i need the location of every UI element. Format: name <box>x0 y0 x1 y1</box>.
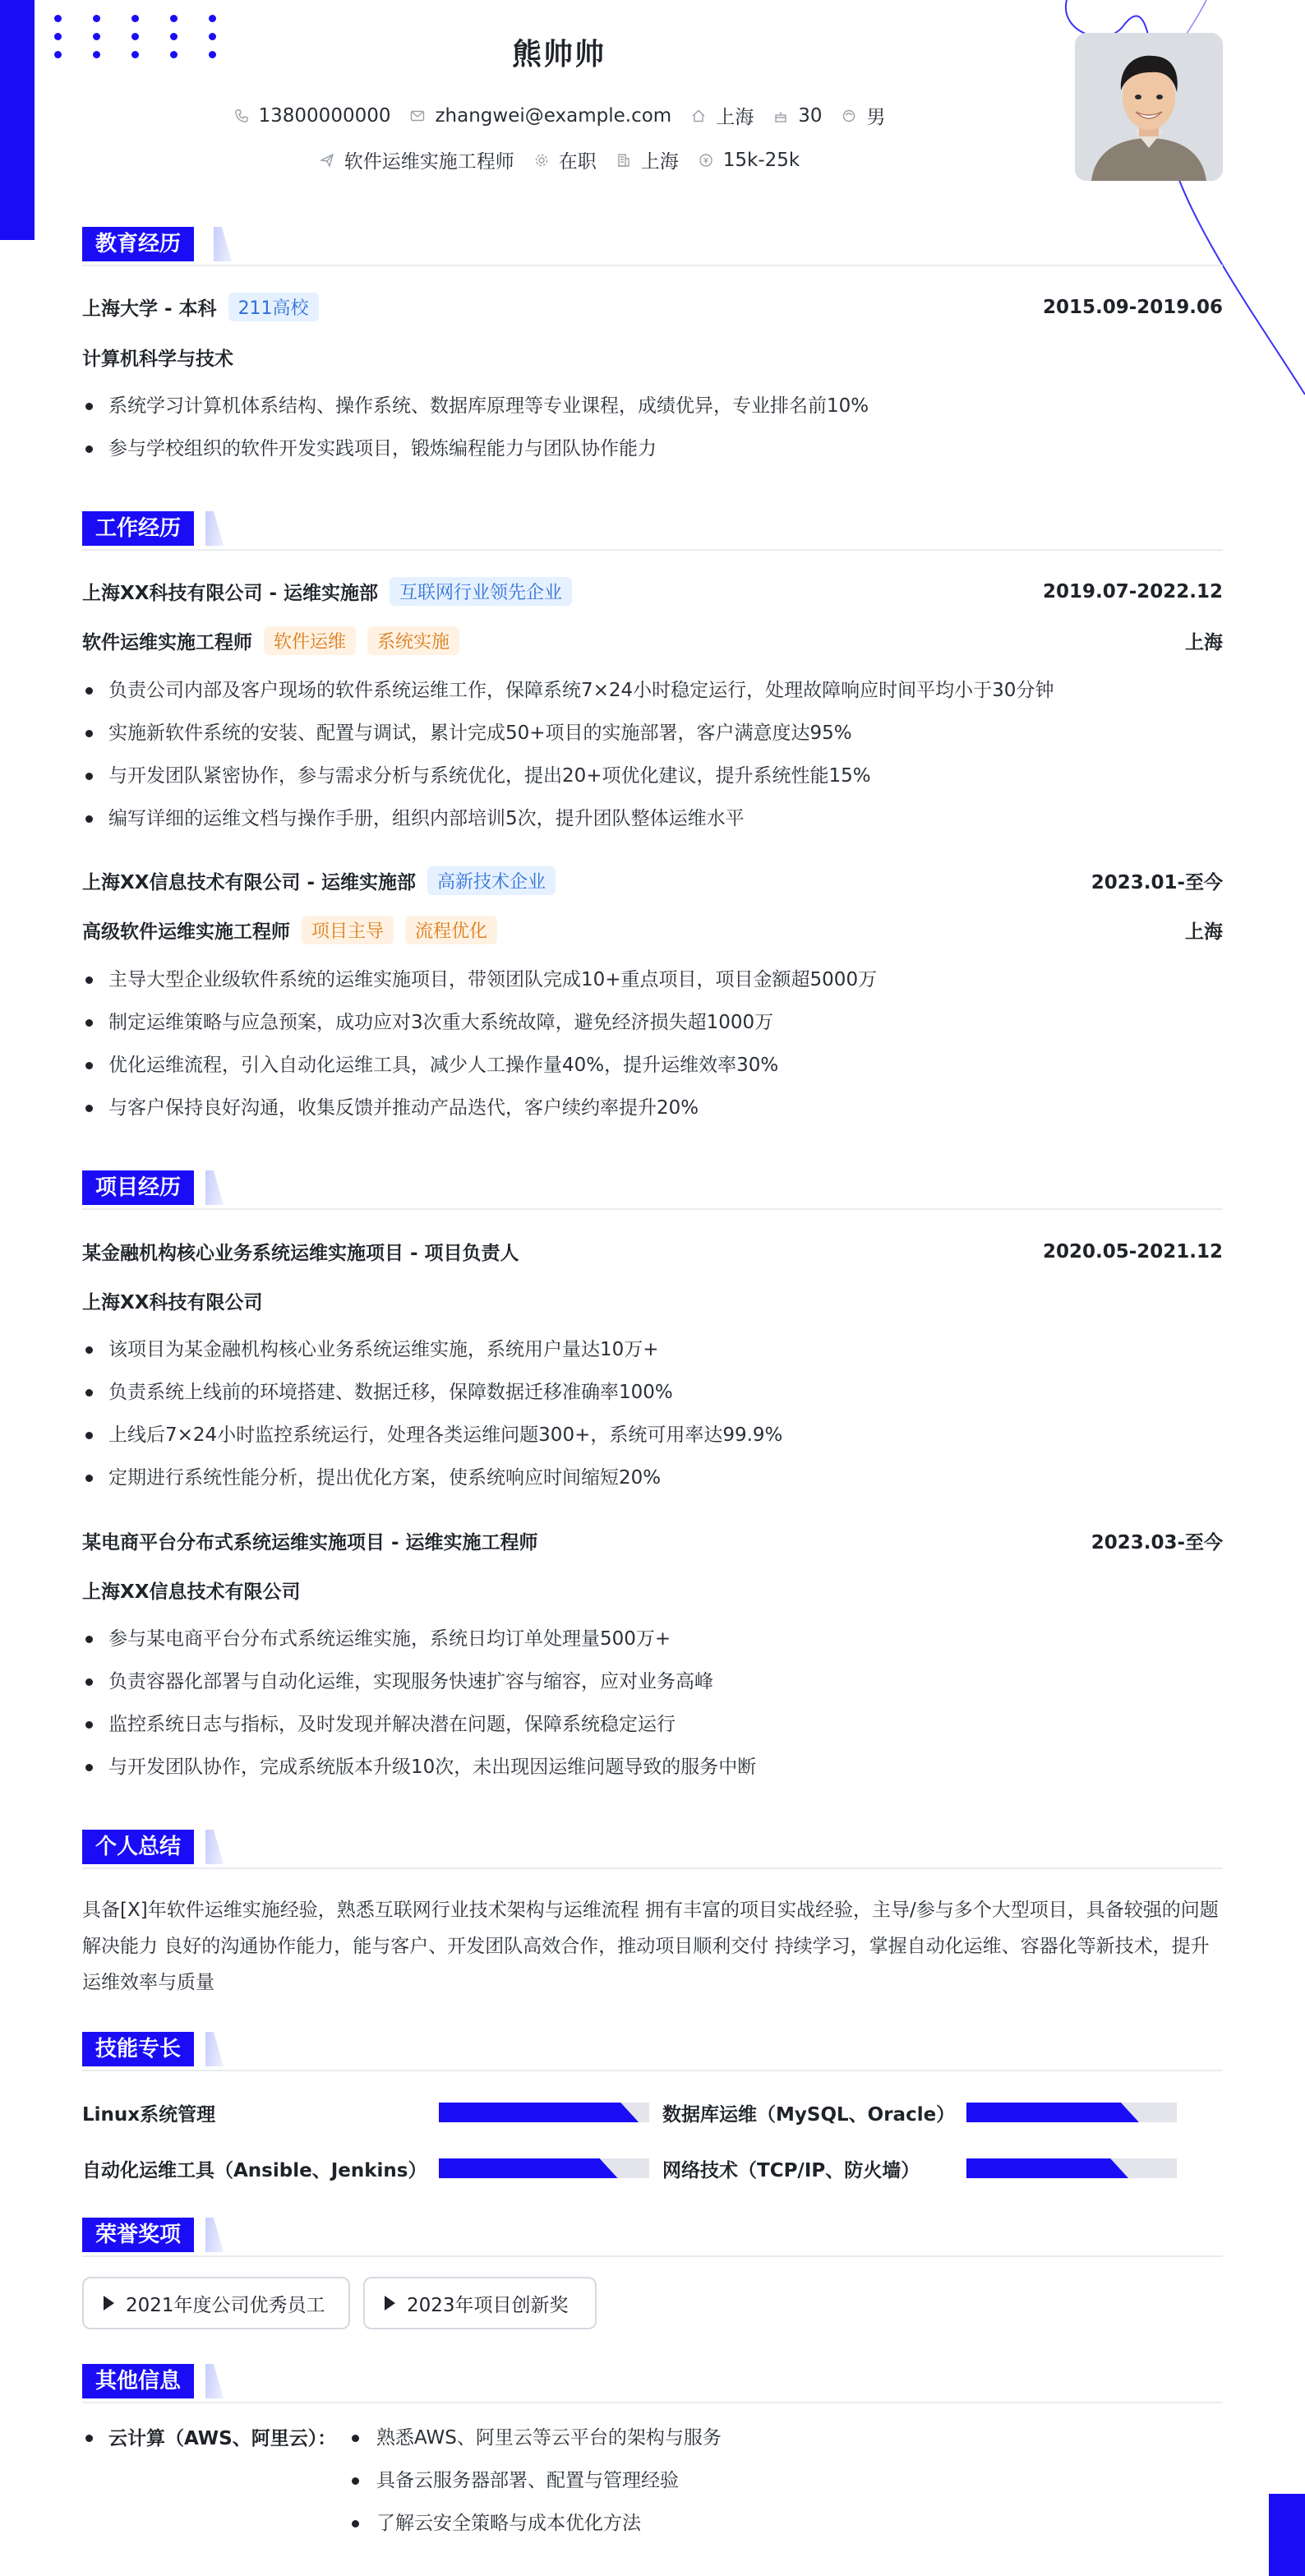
role-tag: 项目主导 <box>302 916 394 944</box>
job-location: 上海 <box>1185 921 1223 943</box>
school-tag: 211高校 <box>228 293 319 321</box>
list-item: 与开发团队紧密协作，参与需求分析与系统优化，提出20+项优化建议，提升系统性能15% <box>82 755 1223 797</box>
target-city-value: 上海 <box>640 151 679 173</box>
skill-bar <box>439 2158 649 2178</box>
job-role: 软件运维实施工程师 <box>82 632 252 653</box>
play-triangle-icon <box>104 2296 114 2311</box>
money-icon <box>697 151 715 169</box>
section-title-tail <box>205 2218 224 2252</box>
education-period: 2015.09-2019.06 <box>1042 296 1223 318</box>
list-item: 优化运维流程，引入自动化运维工具，减少人工操作量40%，提升运维效率30% <box>82 1044 1223 1087</box>
role-tag: 软件运维 <box>264 626 356 655</box>
section-title-tail <box>214 227 232 261</box>
section-title-work: 工作经历 <box>82 511 194 546</box>
list-item: 负责公司内部及客户现场的软件系统运维工作，保障系统7×24小时稳定运行，处理故障响应时间平均小于30分钟 <box>82 669 1223 712</box>
candidate-name: 熊帅帅 <box>511 38 606 72</box>
home-icon <box>689 107 708 125</box>
job-intent-row <box>82 146 1035 173</box>
section-title-projects: 项目经历 <box>82 1170 194 1205</box>
list-item: 负责容器化部署与自动化运维，实现服务快速扩容与缩容，应对业务高峰 <box>82 1660 1223 1703</box>
award-chip <box>82 2277 350 2329</box>
other-info-key: 云计算（AWS、阿里云）： <box>82 2423 336 2450</box>
skill-label: 数据库运维（MySQL、Oracle） <box>662 2104 956 2126</box>
phone-value: 13800000000 <box>258 104 391 127</box>
resume-header <box>82 0 1141 197</box>
target-role-value: 软件运维实施工程师 <box>344 151 514 173</box>
target-city-item <box>615 146 679 173</box>
target-role-item <box>318 146 514 173</box>
summary-text: 具备[X]年软件运维实施经验，熟悉互联网行业技术架构与运维流程 拥有丰富的项目实战经验，主导/参与多个大型项目，具备较强的问题解决能力 良好的沟通协作能力，能与客户、开发团队高效合作，推动项目顺利交付 持续学习，掌握自动化运维、容器化等新技术，提升运维效率与质量 <box>82 1900 1219 1993</box>
list-item: 参与学校组织的软件开发实践项目，锻炼编程能力与团队协作能力 <box>82 427 1223 470</box>
section-title-education: 教育经历 <box>82 227 194 261</box>
company-tag: 高新技术企业 <box>427 866 556 895</box>
list-item: 系统学习计算机体系结构、操作系统、数据库原理等专业课程，成绩优异，专业排名前10% <box>82 385 1223 427</box>
list-item: 与开发团队协作，完成系统版本升级10次，未出现因运维问题导致的服务中断 <box>82 1746 1223 1789</box>
section-title-tail <box>205 2364 224 2398</box>
section-work <box>82 511 1223 546</box>
play-triangle-icon <box>385 2296 395 2311</box>
company-name: 上海XX信息技术有限公司 - 运维实施部 <box>82 872 417 893</box>
skill-bar-fill <box>439 2103 639 2122</box>
role-tag: 流程优化 <box>405 916 497 944</box>
section-other <box>82 2364 1223 2398</box>
project-header-row <box>82 1527 1223 1554</box>
list-item: 制定运维策略与应急预案，成功应对3次重大系统故障，避免经济损失超1000万 <box>82 1001 1223 1044</box>
section-title-tail <box>205 511 224 546</box>
list-item: 编写详细的运维文档与操作手册，组织内部培训5次，提升团队整体运维水平 <box>82 797 1223 840</box>
list-item: 熟悉AWS、阿里云等云平台的架构与服务 <box>348 2423 722 2466</box>
role-tag: 系统实施 <box>367 626 459 655</box>
status-value: 在职 <box>558 151 597 173</box>
mail-icon <box>408 107 427 125</box>
project-name: 某金融机构核心业务系统运维实施项目 - 项目负责人 <box>82 1243 519 1264</box>
list-item: 定期进行系统性能分析，提出优化方案，使系统响应时间缩短20% <box>82 1457 1223 1499</box>
salary-value: 15k-25k <box>722 149 800 171</box>
project-company: 上海XX信息技术有限公司 <box>82 1581 301 1603</box>
city-item <box>689 102 754 129</box>
project-header-row <box>82 1238 1223 1265</box>
list-item: 与客户保持良好沟通，收集反馈并推动产品迭代，客户续约率提升20% <box>82 1087 1223 1129</box>
list-item: 参与某电商平台分布式系统运维实施，系统日均订单处理量500万+ <box>82 1618 1223 1660</box>
status-item <box>533 146 597 173</box>
job-location: 上海 <box>1185 632 1223 653</box>
send-icon <box>318 151 336 169</box>
section-title-tail <box>205 1170 224 1205</box>
skill-bar <box>966 2103 1177 2122</box>
cake-icon <box>772 107 790 125</box>
list-item: 该项目为某金融机构核心业务系统运维实施，系统用户量达10万+ <box>82 1328 1223 1371</box>
job-header-row <box>82 577 1223 606</box>
award-chip <box>363 2277 597 2329</box>
section-divider <box>82 1867 1223 1869</box>
section-divider <box>82 549 1223 551</box>
project-period: 2020.05-2021.12 <box>1042 1240 1223 1263</box>
skill-label: 自动化运维工具（Ansible、Jenkins） <box>82 2160 427 2181</box>
section-divider <box>82 2402 1223 2403</box>
section-education <box>82 227 1223 261</box>
other-info-list <box>348 2423 722 2551</box>
major-name: 计算机科学与技术 <box>82 349 233 370</box>
list-item: 监控系统日志与指标，及时发现并解决潜在问题，保障系统稳定运行 <box>82 1703 1223 1746</box>
job-bullets <box>82 958 1223 1129</box>
list-item: 负责系统上线前的环境搭建、数据迁移，保障数据迁移准确率100% <box>82 1371 1223 1414</box>
project-company-row <box>82 1287 1223 1314</box>
city-value: 上海 <box>716 107 754 128</box>
age-item <box>772 105 822 127</box>
project-name: 某电商平台分布式系统运维实施项目 - 运维实施工程师 <box>82 1532 538 1553</box>
section-awards <box>82 2218 1223 2252</box>
education-header-row <box>82 293 1223 321</box>
building-icon <box>615 151 633 169</box>
decorative-bottom-bar <box>1269 2494 1305 2576</box>
section-title-summary: 个人总结 <box>82 1830 194 1864</box>
section-title-awards: 荣誉奖项 <box>82 2218 194 2252</box>
section-divider <box>82 1208 1223 1210</box>
school-name: 上海大学 - 本科 <box>82 298 217 320</box>
skill-bar-fill <box>439 2158 618 2178</box>
profile-photo <box>1075 33 1223 181</box>
section-summary <box>82 1830 1223 1864</box>
job-role: 高级软件运维实施工程师 <box>82 921 290 943</box>
section-divider <box>82 265 1223 266</box>
section-skills <box>82 2032 1223 2066</box>
contact-row <box>82 102 1035 129</box>
skill-bar <box>439 2103 649 2122</box>
list-item: 上线后7×24小时监控系统运行，处理各类运维问题300+，系统可用率达99.9% <box>82 1414 1223 1457</box>
settings-icon <box>533 151 551 169</box>
age-value: 30 <box>798 104 823 127</box>
skill-bar <box>966 2158 1177 2178</box>
skill-label: Linux系统管理 <box>82 2104 216 2126</box>
salary-item <box>697 150 800 171</box>
section-divider <box>82 2070 1223 2071</box>
skill-bar-fill <box>966 2158 1128 2178</box>
job-period: 2023.01-至今 <box>1091 872 1223 893</box>
award-label: 2021年度公司优秀员工 <box>126 2294 325 2316</box>
phone-icon <box>233 107 251 125</box>
email-value: zhangwei@example.com <box>435 104 672 127</box>
decorative-dot <box>54 15 62 22</box>
project-bullets <box>82 1328 1223 1499</box>
phone-item <box>233 105 391 127</box>
company-tag: 互联网行业领先企业 <box>390 577 572 606</box>
section-title-tail <box>205 2032 224 2066</box>
job-role-row <box>82 626 1223 655</box>
email-item <box>408 105 671 127</box>
project-bullets <box>82 1618 1223 1789</box>
company-name: 上海XX科技有限公司 - 运维实施部 <box>82 583 379 604</box>
project-period: 2023.03-至今 <box>1091 1532 1223 1553</box>
education-bullets <box>82 385 1223 470</box>
list-item: 具备云服务器部署、配置与管理经验 <box>348 2466 722 2509</box>
decorative-left-bar <box>0 0 35 240</box>
job-bullets <box>82 669 1223 840</box>
award-label: 2023年项目创新奖 <box>407 2294 569 2316</box>
section-divider <box>82 2255 1223 2257</box>
decorative-dot <box>54 51 62 58</box>
job-role-row <box>82 916 1223 944</box>
section-title-other: 其他信息 <box>82 2364 194 2398</box>
list-item: 实施新软件系统的安装、配置与调试，累计完成50+项目的实施部署，客户满意度达95% <box>82 712 1223 755</box>
gender-item <box>840 102 885 129</box>
section-projects <box>82 1170 1223 1205</box>
job-header-row <box>82 866 1223 895</box>
gender-icon <box>840 107 858 125</box>
list-item: 主导大型企业级软件系统的运维实施项目，带领团队完成10+重点项目，项目金额超5000万 <box>82 958 1223 1001</box>
education-major-row <box>82 344 1223 371</box>
gender-value: 男 <box>866 107 886 128</box>
skill-label: 网络技术（TCP/IP、防火墙） <box>662 2160 920 2181</box>
project-company: 上海XX科技有限公司 <box>82 1292 263 1313</box>
section-title-skills: 技能专长 <box>82 2032 194 2066</box>
job-period: 2019.07-2022.12 <box>1042 580 1223 602</box>
decorative-dot <box>54 33 62 40</box>
project-company-row <box>82 1577 1223 1604</box>
section-title-tail <box>205 1830 224 1864</box>
list-item: 了解云安全策略与成本优化方法 <box>348 2509 722 2551</box>
skill-bar-fill <box>966 2103 1139 2122</box>
